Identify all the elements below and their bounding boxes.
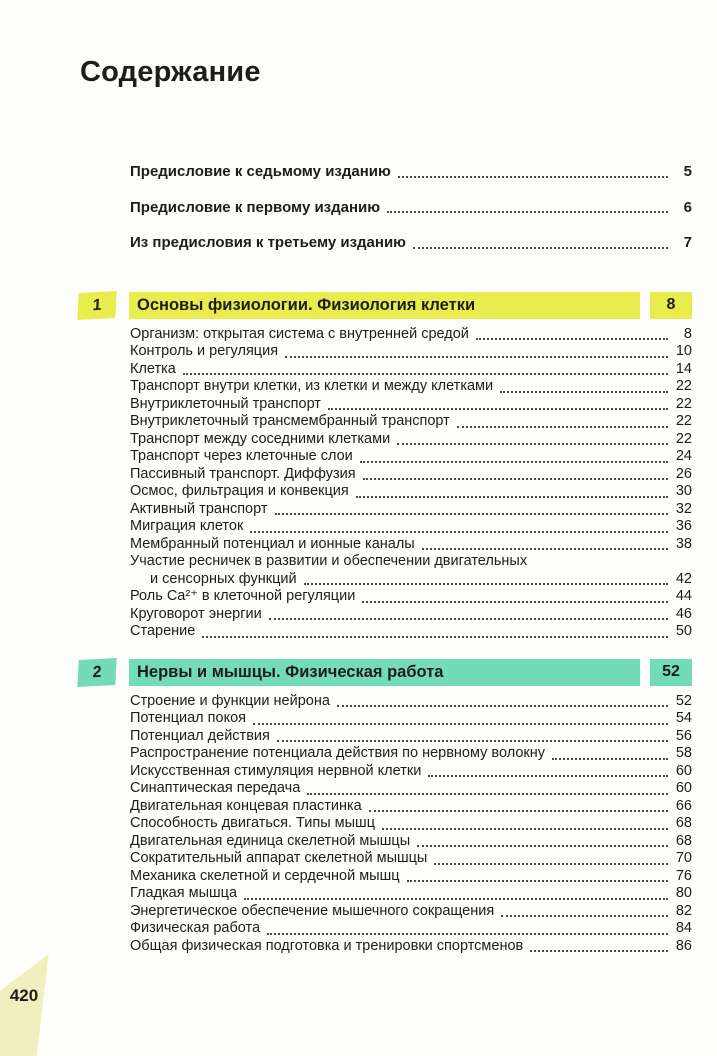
dot-leader [202,636,668,638]
dot-leader [244,898,668,900]
toc-entry-title: и сенсорных функций [150,570,297,587]
toc-entry-page: 30 [675,483,692,499]
toc-entry-page: 32 [675,500,692,517]
section-entries [130,693,692,956]
toc-entry-page: 56 [675,727,692,744]
dot-leader [360,461,668,463]
toc-entry [130,343,692,361]
dot-leader [363,478,668,480]
toc-entry-page: 38 [675,535,692,552]
toc-entry [130,693,692,711]
toc-entry-page: 36 [675,518,692,534]
dot-leader [382,828,668,830]
dot-leader [275,513,668,515]
toc-entry [130,326,692,344]
dot-leader [387,211,668,213]
toc-entry-title: Внутриклеточный трансмембранный транспорт [130,413,450,429]
dot-leader [267,933,668,935]
dot-leader [552,758,668,760]
toc-sections [0,292,717,956]
toc-entry [130,868,692,886]
toc-entry [130,163,692,181]
toc-entry-page: 8 [683,325,692,342]
toc-entry-title: Гладкая мышца [130,885,238,901]
toc-entry-title: Способность двигаться. Типы мышц [130,815,375,831]
toc-entry-page: 68 [675,832,692,849]
toc-entry [130,361,692,379]
dot-leader [183,373,668,375]
toc-entry-title: Участие ресничек в развитии и обеспечении двигательных [130,553,528,569]
toc-entry [130,553,692,571]
dot-leader [250,531,668,533]
toc-entry [130,920,692,938]
toc-entry-title: Роль Ca²⁺ в клеточной регуляции [130,588,356,604]
toc-entry-page: 22 [675,378,692,394]
preface-list [130,163,692,252]
toc-section-1 [0,292,717,641]
toc-entry-title: Транспорт внутри клетки, из клетки и между клетками [130,378,494,394]
toc-entry-title: Двигательная концевая пластинка [130,797,362,814]
toc-entry-page: 80 [675,885,692,901]
toc-entry [130,466,692,484]
toc-entry [130,571,692,589]
toc-entry-page: 86 [675,937,692,954]
toc-entry-title: Механика скелетной и сердечной мышц [130,867,400,884]
toc-entry [130,763,692,781]
toc-entry-title: Транспорт между соседними клетками [130,430,391,447]
dot-leader [476,338,668,340]
dot-leader [356,496,668,498]
page-title: Содержание [80,56,261,88]
toc-entry-page: 54 [675,710,692,726]
toc-entry-title: Пассивный транспорт. Диффузия [130,465,356,482]
section-number-badge: 1 [77,290,116,319]
toc-entry-page: 26 [675,465,692,482]
toc-entry-page: 58 [675,745,692,761]
toc-entry-title: Клетка [130,360,176,377]
dot-leader [369,810,668,812]
toc-entry-title: Миграция клеток [130,518,244,534]
toc-entry-title: Двигательная единица скелетной мышцы [130,832,411,849]
toc-entry [130,850,692,868]
dot-leader [397,443,668,445]
dot-leader [501,915,668,917]
toc-entry [130,448,692,466]
toc-entry-title: Контроль и регуляция [130,343,279,359]
toc-entry [130,378,692,396]
toc-entry-title: Синаптическая передача [130,780,301,796]
dot-leader [253,723,668,725]
toc-entry [130,815,692,833]
toc-entry-page: 66 [675,797,692,814]
toc-entry [130,885,692,903]
toc-entry-title: Мембранный потенциал и ионные каналы [130,535,415,552]
toc-entry-page: 68 [675,815,692,831]
toc-entry-page: 46 [675,605,692,622]
toc-entry-title: Из предисловия к третьему изданию [130,234,406,251]
dot-leader [307,793,668,795]
toc-entry-title: Внутриклеточный транспорт [130,395,321,412]
toc-entry-page: 22 [675,395,692,412]
toc-entry [130,396,692,414]
dot-leader [407,880,668,882]
dot-leader [457,426,668,428]
dot-leader [328,408,668,410]
dot-leader [362,601,668,603]
toc-entry-page: 5 [683,163,692,180]
toc-entry-page: 42 [675,570,692,587]
toc-entry-title: Организм: открытая система с внутренней средой [130,325,469,342]
toc-entry-page: 44 [675,588,692,604]
toc-entry-page: 6 [683,198,692,216]
toc-entry-title: Предисловие к первому изданию [130,198,381,216]
toc-entry-page: 7 [683,234,692,251]
toc-entry-title: Общая физическая подготовка и тренировки спортсменов [130,937,524,954]
toc-entry [130,588,692,606]
section-page-badge: 52 [650,659,692,686]
toc-entry [130,234,692,252]
toc-entry [130,606,692,624]
section-entries [130,326,692,641]
toc-entry-title: Потенциал покоя [130,710,247,726]
toc-entry [130,501,692,519]
toc-entry-title: Круговорот энергии [130,605,262,622]
dot-leader [530,950,668,952]
toc-entry-page: 60 [675,780,692,796]
dot-leader [428,775,668,777]
section-header [78,659,692,686]
toc-entry-title: Строение и функции нейрона [130,692,330,709]
dot-leader [434,863,668,865]
toc-entry-title: Активный транспорт [130,500,268,517]
dot-leader [277,740,668,742]
toc-entry-page: 60 [675,762,692,779]
dot-leader [337,705,668,707]
toc-entry [130,536,692,554]
toc-entry-title: Осмос, фильтрация и конвекция [130,483,349,499]
toc-entry-title: Старение [130,623,196,639]
toc-entry [130,903,692,921]
toc-entry [130,623,692,641]
toc-entry-page: 10 [675,343,692,359]
toc-section-2 [0,659,717,956]
dot-leader [417,845,668,847]
toc-entry-page: 76 [675,867,692,884]
toc-entry [130,938,692,956]
dot-leader [413,247,668,249]
dot-leader [269,618,668,620]
toc-entry-title: Предисловие к седьмому изданию [130,163,391,180]
toc-entry [130,518,692,536]
toc-entry-page: 14 [675,360,692,377]
toc-entry-title: Транспорт через клеточные слои [130,448,353,464]
dot-leader [500,391,668,393]
toc-entry [130,798,692,816]
footer-page-number: 420 [9,986,39,1005]
toc-entry-page: 82 [675,902,692,919]
toc-entry-page: 84 [675,920,692,936]
toc-entry-page: 52 [675,692,692,709]
section-header [78,292,692,319]
section-number-badge: 2 [77,657,116,686]
toc-entry [130,483,692,501]
toc-entry [130,199,692,217]
toc-entry [130,710,692,728]
toc-entry [130,413,692,431]
toc-entry [130,728,692,746]
toc-entry [130,833,692,851]
toc-entry-title: Сократительный аппарат скелетной мышцы [130,850,428,866]
toc-entry-title: Искусственная стимуляция нервной клетки [130,762,422,779]
dot-leader [422,548,668,550]
toc-entry-title: Потенциал действия [130,727,270,744]
dot-leader [304,583,668,585]
section-title: Основы физиологии. Физиология клетки [129,292,640,319]
toc-entry-title: Энергетическое обеспечение мышечного сокращения [130,902,495,919]
toc-entry-page: 70 [675,850,692,866]
toc-entry-title: Физическая работа [130,920,261,936]
dot-leader [398,176,668,178]
toc-entry-page: 24 [675,448,692,464]
toc-entry-page: 50 [675,623,692,639]
dot-leader [285,356,668,358]
section-title: Нервы и мышцы. Физическая работа [129,659,640,686]
toc-entry-page: 22 [675,413,692,429]
section-page-badge: 8 [650,292,692,319]
toc-entry [130,431,692,449]
toc-entry [130,745,692,763]
toc-entry-title: Распространение потенциала действия по нервному волокну [130,745,545,761]
toc-entry [130,780,692,798]
toc-entry-page: 22 [675,430,692,447]
